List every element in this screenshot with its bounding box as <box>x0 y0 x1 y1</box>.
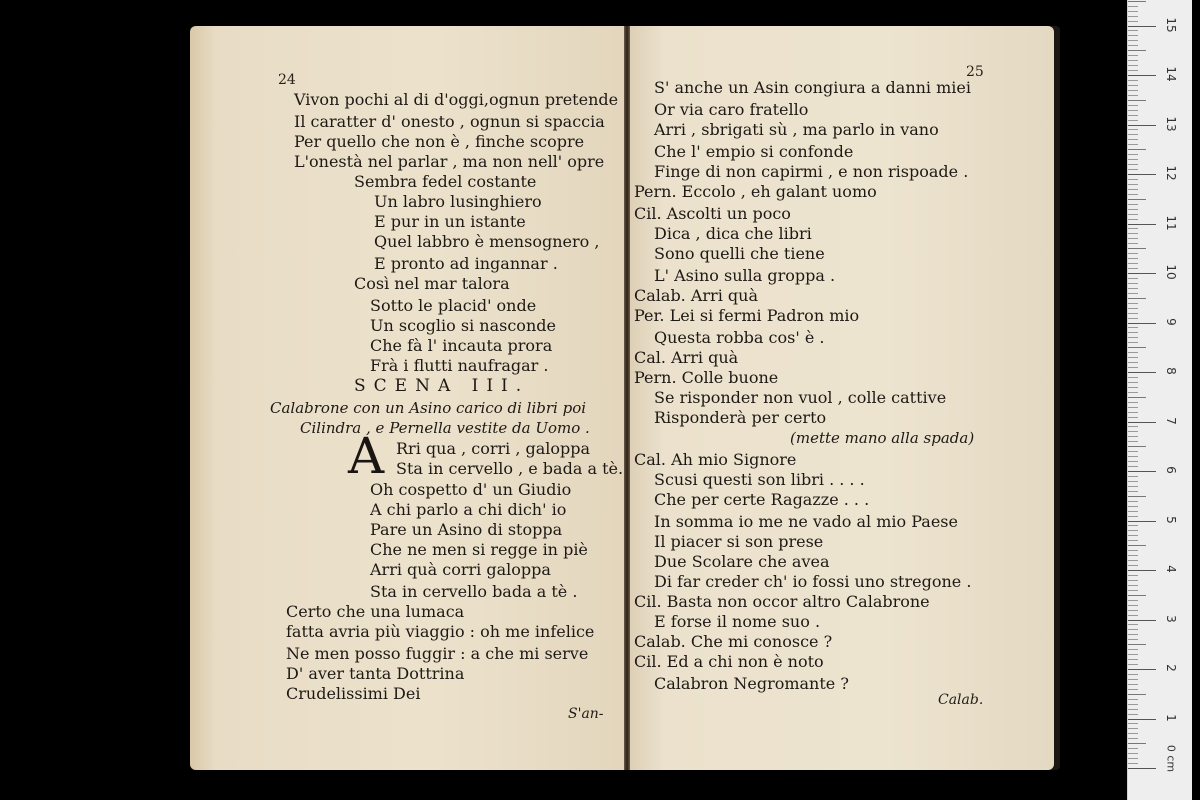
ruler-number: 13 <box>1164 115 1178 132</box>
ruler-tick <box>1128 115 1138 116</box>
ruler-tick <box>1128 263 1138 264</box>
ruler-tick <box>1128 273 1156 274</box>
ruler-tick <box>1128 471 1156 472</box>
ruler-tick <box>1128 521 1156 522</box>
ruler-tick <box>1128 149 1146 150</box>
ruler-number: 8 <box>1164 367 1178 375</box>
ruler-tick <box>1128 501 1138 502</box>
catchword: Calab. <box>938 692 984 708</box>
ruler-tick <box>1128 139 1138 140</box>
ruler-tick <box>1128 426 1138 427</box>
ruler-tick <box>1128 758 1138 759</box>
text-line: L'onestà nel parlar , ma non nell' opre <box>294 152 605 171</box>
stage-direction: (mette mano alla spada) <box>790 429 975 447</box>
text-line: Sta in cervello bada a tè . <box>370 582 578 601</box>
catchword: S'an- <box>568 706 604 722</box>
ruler-tick <box>1128 441 1138 442</box>
ruler-tick <box>1128 728 1138 729</box>
ruler-tick <box>1128 199 1146 200</box>
ruler-tick <box>1128 659 1138 660</box>
ruler-tick <box>1128 159 1138 160</box>
text-line: D' aver tanta Dottrina <box>286 664 465 683</box>
ruler-tick <box>1128 481 1138 482</box>
ruler-tick <box>1128 679 1138 680</box>
ruler-tick <box>1128 332 1138 333</box>
ruler-tick <box>1128 669 1156 670</box>
text-line: Questa robba cos' è . <box>654 328 825 347</box>
ruler-number: 7 <box>1164 416 1178 425</box>
ruler-tick <box>1128 85 1138 86</box>
ruler-tick <box>1128 382 1138 383</box>
text-line: Sotto le placid' onde <box>370 296 537 315</box>
ruler-tick <box>1128 516 1138 517</box>
text-line: Che fà l' incauta prora <box>370 336 553 355</box>
ruler-tick <box>1128 308 1138 309</box>
ruler-tick <box>1128 506 1138 507</box>
ruler-tick <box>1128 293 1138 294</box>
text-line: Arri quà corri galoppa <box>370 560 551 579</box>
ruler-tick <box>1128 313 1138 314</box>
text-line: Che per certe Ragazze . . . <box>654 490 870 509</box>
text-line: Rri qua , corri , galoppa <box>396 439 591 458</box>
text-line: Un labro lusinghiero <box>374 192 542 211</box>
ruler-tick <box>1128 1 1146 2</box>
ruler-tick <box>1128 243 1138 244</box>
ruler-tick <box>1128 209 1138 210</box>
ruler-tick <box>1128 45 1138 46</box>
ruler-tick <box>1128 169 1138 170</box>
ruler-tick <box>1128 417 1138 418</box>
ruler-tick <box>1128 268 1138 269</box>
text-line: Quel labbro è mensognero , <box>374 232 600 251</box>
text-line: Finge di non capirmi , e non rispoade . <box>654 162 969 181</box>
ruler-tick <box>1128 689 1138 690</box>
ruler-tick <box>1128 446 1146 447</box>
ruler-tick <box>1128 70 1138 71</box>
ruler-tick <box>1128 184 1138 185</box>
ruler-tick <box>1128 694 1146 695</box>
text-line: Or via caro fratello <box>654 100 809 119</box>
ruler-tick <box>1128 105 1138 106</box>
text-line: Oh cospetto d' un Giudio <box>370 480 572 499</box>
ruler-tick <box>1128 412 1138 413</box>
ruler-tick <box>1128 134 1138 135</box>
ruler-tick <box>1128 342 1138 343</box>
ruler-tick <box>1128 590 1138 591</box>
ruler-tick <box>1128 90 1138 91</box>
text-line: Frà i flutti naufragar . <box>370 356 549 375</box>
text-line: Che ne men si regge in piè <box>370 540 588 559</box>
ruler-tick <box>1128 144 1138 145</box>
ruler-tick <box>1128 26 1156 27</box>
ruler-tick <box>1128 466 1138 467</box>
ruler-tick <box>1128 189 1138 190</box>
ruler-tick <box>1128 248 1146 249</box>
ruler-tick <box>1128 664 1138 665</box>
ruler-tick <box>1128 95 1138 96</box>
text-line: Per. Lei si fermi Padron mio <box>634 306 860 325</box>
ruler-tick <box>1128 55 1138 56</box>
ruler-tick <box>1128 288 1138 289</box>
open-book <box>190 26 1060 770</box>
ruler-tick <box>1128 233 1138 234</box>
ruler-tick <box>1128 298 1146 299</box>
ruler-tick <box>1128 337 1138 338</box>
ruler-tick <box>1128 738 1138 739</box>
ruler-tick <box>1128 436 1138 437</box>
ruler-tick <box>1128 605 1138 606</box>
ruler-tick <box>1128 585 1138 586</box>
text-line: Sono quelli che tiene <box>654 244 825 263</box>
ruler-tick <box>1128 402 1138 403</box>
page-number-left: 24 <box>278 72 296 88</box>
ruler-unit-label: 0 cm <box>1164 744 1178 773</box>
ruler-tick <box>1128 451 1138 452</box>
ruler-tick <box>1128 357 1138 358</box>
text-line: Pern. Eccolo , eh galant uomo <box>634 182 877 201</box>
ruler-tick <box>1128 535 1138 536</box>
ruler-tick <box>1128 753 1138 754</box>
ruler-number: 5 <box>1164 515 1178 524</box>
left-page <box>190 26 624 770</box>
ruler-tick <box>1128 486 1138 487</box>
ruler-number: 15 <box>1164 16 1178 33</box>
text-line: Risponderà per certo <box>654 408 827 427</box>
ruler-tick <box>1128 30 1138 31</box>
ruler-tick <box>1128 65 1138 66</box>
text-line: Sta in cervello , e bada a tè. <box>396 459 624 478</box>
ruler-tick <box>1128 644 1146 645</box>
ruler-tick <box>1128 60 1138 61</box>
text-line: E pronto ad ingannar . <box>374 254 558 273</box>
ruler-tick <box>1128 6 1138 7</box>
ruler-tick <box>1128 16 1138 17</box>
ruler-tick <box>1128 431 1138 432</box>
ruler-tick <box>1128 768 1156 769</box>
ruler-tick <box>1128 125 1156 126</box>
text-line: Cal. Ah mio Signore <box>634 450 797 469</box>
ruler-tick <box>1128 372 1156 373</box>
text-line: E forse il nome suo . <box>654 612 821 631</box>
ruler-tick <box>1128 204 1138 205</box>
ruler-number: 2 <box>1164 664 1178 672</box>
ruler-tick <box>1128 179 1138 180</box>
ruler-tick <box>1128 634 1138 635</box>
ruler-tick <box>1128 530 1138 531</box>
ruler-tick <box>1128 194 1138 195</box>
ruler-tick <box>1128 50 1146 51</box>
ruler-tick <box>1128 560 1138 561</box>
text-line: Arri , sbrigati sù , ma parlo in vano <box>654 120 939 139</box>
ruler-tick <box>1128 511 1138 512</box>
text-line: Il caratter d' onesto , ognun si spaccia <box>294 112 605 131</box>
text-line: L' Asino sulla groppa . <box>654 266 836 285</box>
ruler-tick <box>1128 570 1156 571</box>
text-line: Scusi questi son libri . . . . <box>654 470 865 489</box>
ruler-tick <box>1128 253 1138 254</box>
ruler-tick <box>1128 362 1138 363</box>
stage-direction: Cilindra , e Pernella vestite da Uomo . <box>300 419 590 437</box>
ruler-tick <box>1128 174 1156 175</box>
ruler-tick <box>1128 11 1138 12</box>
text-line: Un scoglio si nasconde <box>370 316 556 335</box>
ruler-number: 11 <box>1164 214 1178 231</box>
ruler-number: 4 <box>1164 565 1178 573</box>
ruler-tick <box>1128 743 1146 744</box>
ruler-tick <box>1128 214 1138 215</box>
ruler-tick <box>1128 763 1138 764</box>
text-line: Per quello che non è , finche scopre <box>294 132 585 151</box>
text-line: Calab. Che mi conosce ? <box>634 632 833 651</box>
ruler-tick <box>1128 565 1138 566</box>
ruler-tick <box>1128 575 1138 576</box>
ruler-tick <box>1128 303 1138 304</box>
text-line: Che l' empio si confonde <box>654 142 854 161</box>
text-line: E pur in un istante <box>374 212 526 231</box>
text-line: Crudelissimi Dei <box>286 684 421 703</box>
ruler-tick <box>1128 278 1138 279</box>
ruler-tick <box>1128 709 1138 710</box>
ruler-tick <box>1128 40 1138 41</box>
ruler-tick <box>1128 600 1138 601</box>
ruler-tick <box>1128 525 1138 526</box>
ruler-tick <box>1128 456 1138 457</box>
ruler-number: 12 <box>1164 165 1178 181</box>
ruler-number: 14 <box>1164 66 1178 82</box>
text-line: fatta avria più viaggio : oh me infelice <box>286 622 595 641</box>
text-line: Dica , dica che libri <box>654 224 812 243</box>
ruler-tick <box>1128 555 1138 556</box>
ruler-tick <box>1128 258 1138 259</box>
text-line: Cil. Basta non occor altro Calabrone <box>634 592 930 611</box>
ruler-tick <box>1128 367 1138 368</box>
text-line: Calabron Negromante ? <box>654 674 849 693</box>
ruler-tick <box>1128 224 1156 225</box>
text-line: A chi parlo a chi dich' io <box>370 500 567 519</box>
drop-cap: A <box>348 427 385 485</box>
scene-heading: SCENA III. <box>354 376 530 396</box>
ruler-tick <box>1128 347 1146 348</box>
ruler-number: 10 <box>1164 264 1178 280</box>
ruler-tick <box>1128 387 1138 388</box>
text-line: Vivon pochi al di d'oggi,ognun pretende <box>294 90 619 109</box>
text-line: Calab. Arri quà <box>634 286 758 305</box>
right-page <box>630 26 1054 770</box>
text-line: Cal. Arri quà <box>634 348 739 367</box>
ruler-tick <box>1128 461 1138 462</box>
ruler-tick <box>1128 580 1138 581</box>
text-line: Se risponder non vuol , colle cattive <box>654 388 947 407</box>
ruler-tick <box>1128 624 1138 625</box>
text-line: Pare un Asino di stoppa <box>370 520 563 539</box>
ruler-tick <box>1128 120 1138 121</box>
text-line: Pern. Colle buone <box>634 368 779 387</box>
ruler-tick <box>1128 164 1138 165</box>
ruler-tick <box>1128 110 1138 111</box>
ruler-tick <box>1128 323 1156 324</box>
ruler-tick <box>1128 476 1138 477</box>
ruler-tick <box>1128 21 1138 22</box>
text-line: Certo che una lumaca <box>286 602 465 621</box>
ruler-tick <box>1128 595 1146 596</box>
ruler-tick <box>1128 540 1138 541</box>
ruler-tick <box>1128 422 1156 423</box>
ruler-tick <box>1128 238 1138 239</box>
ruler-tick <box>1128 545 1146 546</box>
ruler-tick <box>1128 684 1138 685</box>
ruler-tick <box>1128 352 1138 353</box>
text-line: Il piacer si son prese <box>654 532 824 551</box>
text-line: Cil. Ed a chi non è noto <box>634 652 824 671</box>
text-line: Cil. Ascolti un poco <box>634 204 791 223</box>
text-line: Ne men posso fuggir : a che mi serve <box>286 644 589 663</box>
ruler-tick <box>1128 377 1138 378</box>
ruler-tick <box>1128 327 1138 328</box>
ruler-tick <box>1128 397 1146 398</box>
ruler-tick <box>1128 615 1138 616</box>
ruler-tick <box>1128 654 1138 655</box>
ruler-tick <box>1128 219 1138 220</box>
text-line: Due Scolare che avea <box>654 552 830 571</box>
ruler-tick <box>1128 714 1138 715</box>
ruler-tick <box>1128 283 1138 284</box>
ruler-tick <box>1128 733 1138 734</box>
text-line: Di far creder ch' io fossi uno stregone . <box>654 572 972 591</box>
measuring-ruler <box>1127 0 1192 800</box>
ruler-tick <box>1128 699 1138 700</box>
ruler-number: 6 <box>1164 466 1178 474</box>
ruler-tick <box>1128 407 1138 408</box>
stage-direction: Calabrone con un Asino carico di libri poi <box>270 399 587 417</box>
ruler-tick <box>1128 129 1138 130</box>
ruler-tick <box>1128 154 1138 155</box>
ruler-tick <box>1128 629 1138 630</box>
ruler-tick <box>1128 620 1156 621</box>
ruler-tick <box>1128 75 1156 76</box>
page-number-right: 25 <box>966 64 984 80</box>
ruler-tick <box>1128 100 1146 101</box>
ruler-tick <box>1128 35 1138 36</box>
ruler-tick <box>1128 719 1156 720</box>
ruler-tick <box>1128 228 1138 229</box>
ruler-tick <box>1128 496 1146 497</box>
ruler-tick <box>1128 610 1138 611</box>
text-line: S' anche un Asin congiura a danni miei <box>654 78 972 97</box>
ruler-number: 9 <box>1164 317 1178 326</box>
ruler-tick <box>1128 80 1138 81</box>
ruler-tick <box>1128 723 1138 724</box>
ruler-number: 3 <box>1164 614 1178 623</box>
ruler-tick <box>1128 491 1138 492</box>
ruler-tick <box>1128 550 1138 551</box>
ruler-number: 1 <box>1164 713 1178 722</box>
ruler-tick <box>1128 704 1138 705</box>
ruler-tick <box>1128 674 1138 675</box>
ruler-tick <box>1128 318 1138 319</box>
ruler-tick <box>1128 392 1138 393</box>
ruler-tick <box>1128 649 1138 650</box>
text-line: Sembra fedel costante <box>354 172 537 191</box>
ruler-tick <box>1128 748 1138 749</box>
ruler-tick <box>1128 639 1138 640</box>
text-line: Così nel mar talora <box>354 274 510 293</box>
text-line: In somma io me ne vado al mio Paese <box>654 512 958 531</box>
